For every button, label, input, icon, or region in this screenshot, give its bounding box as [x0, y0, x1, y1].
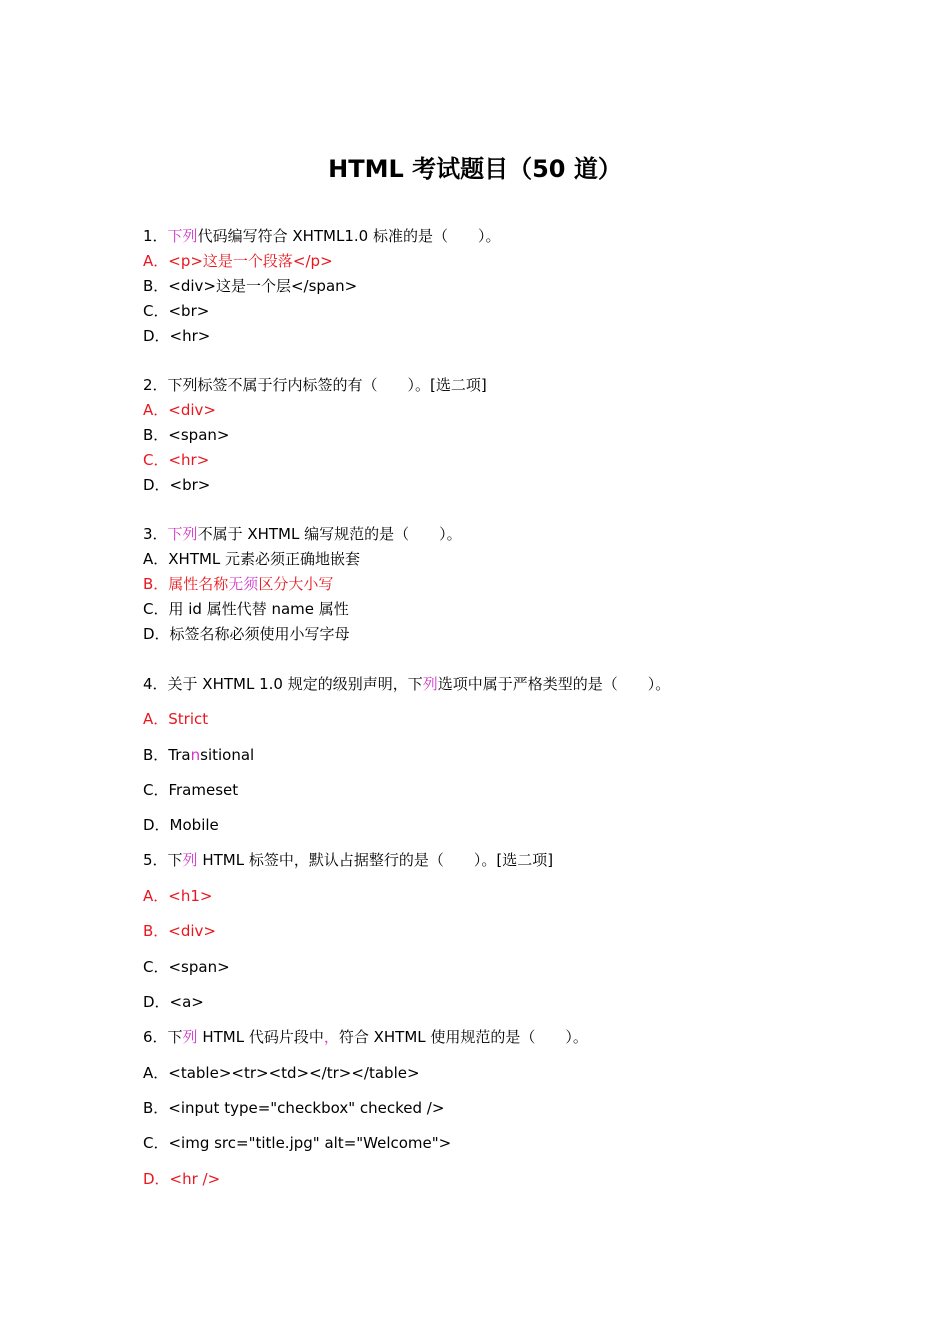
text-run: 选项中属于严格类型的是（ ）。 [437, 675, 671, 693]
question-1-option-a [143, 251, 333, 271]
text-run: A．<p>这是一个段落</p> [143, 252, 333, 270]
text-run: 6．下 [143, 1028, 183, 1046]
text-run: 列 [182, 851, 198, 869]
text-run: B．<div> [143, 922, 216, 940]
question-4-option-b [143, 745, 254, 765]
question-1-option-d [143, 326, 210, 346]
question-6-option-c [143, 1133, 451, 1153]
text-run: D．<a> [143, 993, 204, 1011]
text-run: C．Frameset [143, 781, 239, 799]
document-title: HTML 考试题目（50 道） [328, 155, 622, 183]
text-run: A．XHTML 元素必须正确地嵌套 [143, 550, 361, 568]
text-run: D．<br> [143, 476, 211, 494]
question-1-option-b [143, 276, 357, 296]
question-3-option-b [143, 574, 333, 594]
text-run: B．属性名称 [143, 575, 229, 593]
text-run: A．<div> [143, 401, 216, 419]
question-3-option-a [143, 549, 360, 569]
text-run: A．<table><tr><td></tr></table> [143, 1064, 420, 1082]
text-run: HTML 代码片段中 [197, 1028, 324, 1046]
text-run: 不属于 XHTML 编写规范的是（ ）。 [197, 525, 462, 543]
question-5-option-c [143, 957, 230, 977]
text-run: C．<img src="title.jpg" alt="Welcome"> [143, 1134, 452, 1152]
question-5-option-a [143, 886, 212, 906]
text-run: C．用 id 属性代替 name 属性 [143, 600, 349, 618]
text-run: 4．关于 XHTML 1.0 规定的级别声明，下 [143, 675, 423, 693]
question-stem-6 [143, 1027, 588, 1047]
text-run: A．Strict [143, 710, 209, 728]
question-1-option-c [143, 301, 209, 321]
question-2-option-c [143, 450, 209, 470]
text-run: 代码编写符合 XHTML1.0 标准的是（ ）。 [197, 227, 501, 245]
question-2-option-b [143, 425, 229, 445]
text-run: C．<br> [143, 302, 210, 320]
question-4-option-c [143, 780, 238, 800]
text-run: D．<hr /> [143, 1170, 221, 1188]
text-run: D．<hr> [143, 327, 211, 345]
question-stem-1 [143, 226, 500, 246]
text-run: sitional [200, 746, 255, 764]
text-run: A．<h1> [143, 887, 213, 905]
text-run: B．<input type="checkbox" checked /> [143, 1099, 445, 1117]
question-stem-5 [143, 850, 553, 870]
text-run: B．<span> [143, 426, 230, 444]
text-run: D．Mobile [143, 816, 219, 834]
text-run: 符合 XHTML 使用规范的是（ ）。 [338, 1028, 588, 1046]
question-4-option-d [143, 815, 219, 835]
text-run: n [190, 746, 201, 764]
question-5-option-b [143, 921, 216, 941]
question-2-option-a [143, 400, 216, 420]
text-run: 列 [422, 675, 438, 693]
text-run: 下列 [167, 525, 198, 543]
text-run: 列 [182, 1028, 198, 1046]
text-run: C．<hr> [143, 451, 210, 469]
text-run: 1． [143, 227, 168, 245]
text-run: B．<div>这是一个层</span> [143, 277, 358, 295]
text-run: B．Tra [143, 746, 191, 764]
question-6-option-a [143, 1063, 420, 1083]
question-4-option-a [143, 709, 208, 729]
question-5-option-d [143, 992, 204, 1012]
text-run: ， [323, 1028, 339, 1046]
question-6-option-d [143, 1169, 220, 1189]
question-6-option-b [143, 1098, 444, 1118]
text-run: 无须 [228, 575, 259, 593]
question-2-option-d [143, 475, 210, 495]
text-run: C．<span> [143, 958, 230, 976]
text-run: HTML 标签中，默认占据整行的是（ ）。[选二项] [197, 851, 554, 869]
text-run: 2．下列标签不属于行内标签的有（ ）。[选二项] [143, 376, 487, 394]
text-run: 区分大小写 [258, 575, 334, 593]
text-run: 下列 [167, 227, 198, 245]
text-run: D．标签名称必须使用小写字母 [143, 625, 350, 643]
text-run: 3． [143, 525, 168, 543]
question-stem-4 [143, 674, 670, 694]
question-stem-2 [143, 375, 487, 395]
question-3-option-d [143, 624, 350, 644]
question-3-option-c [143, 599, 349, 619]
text-run: 5．下 [143, 851, 183, 869]
question-stem-3 [143, 524, 462, 544]
